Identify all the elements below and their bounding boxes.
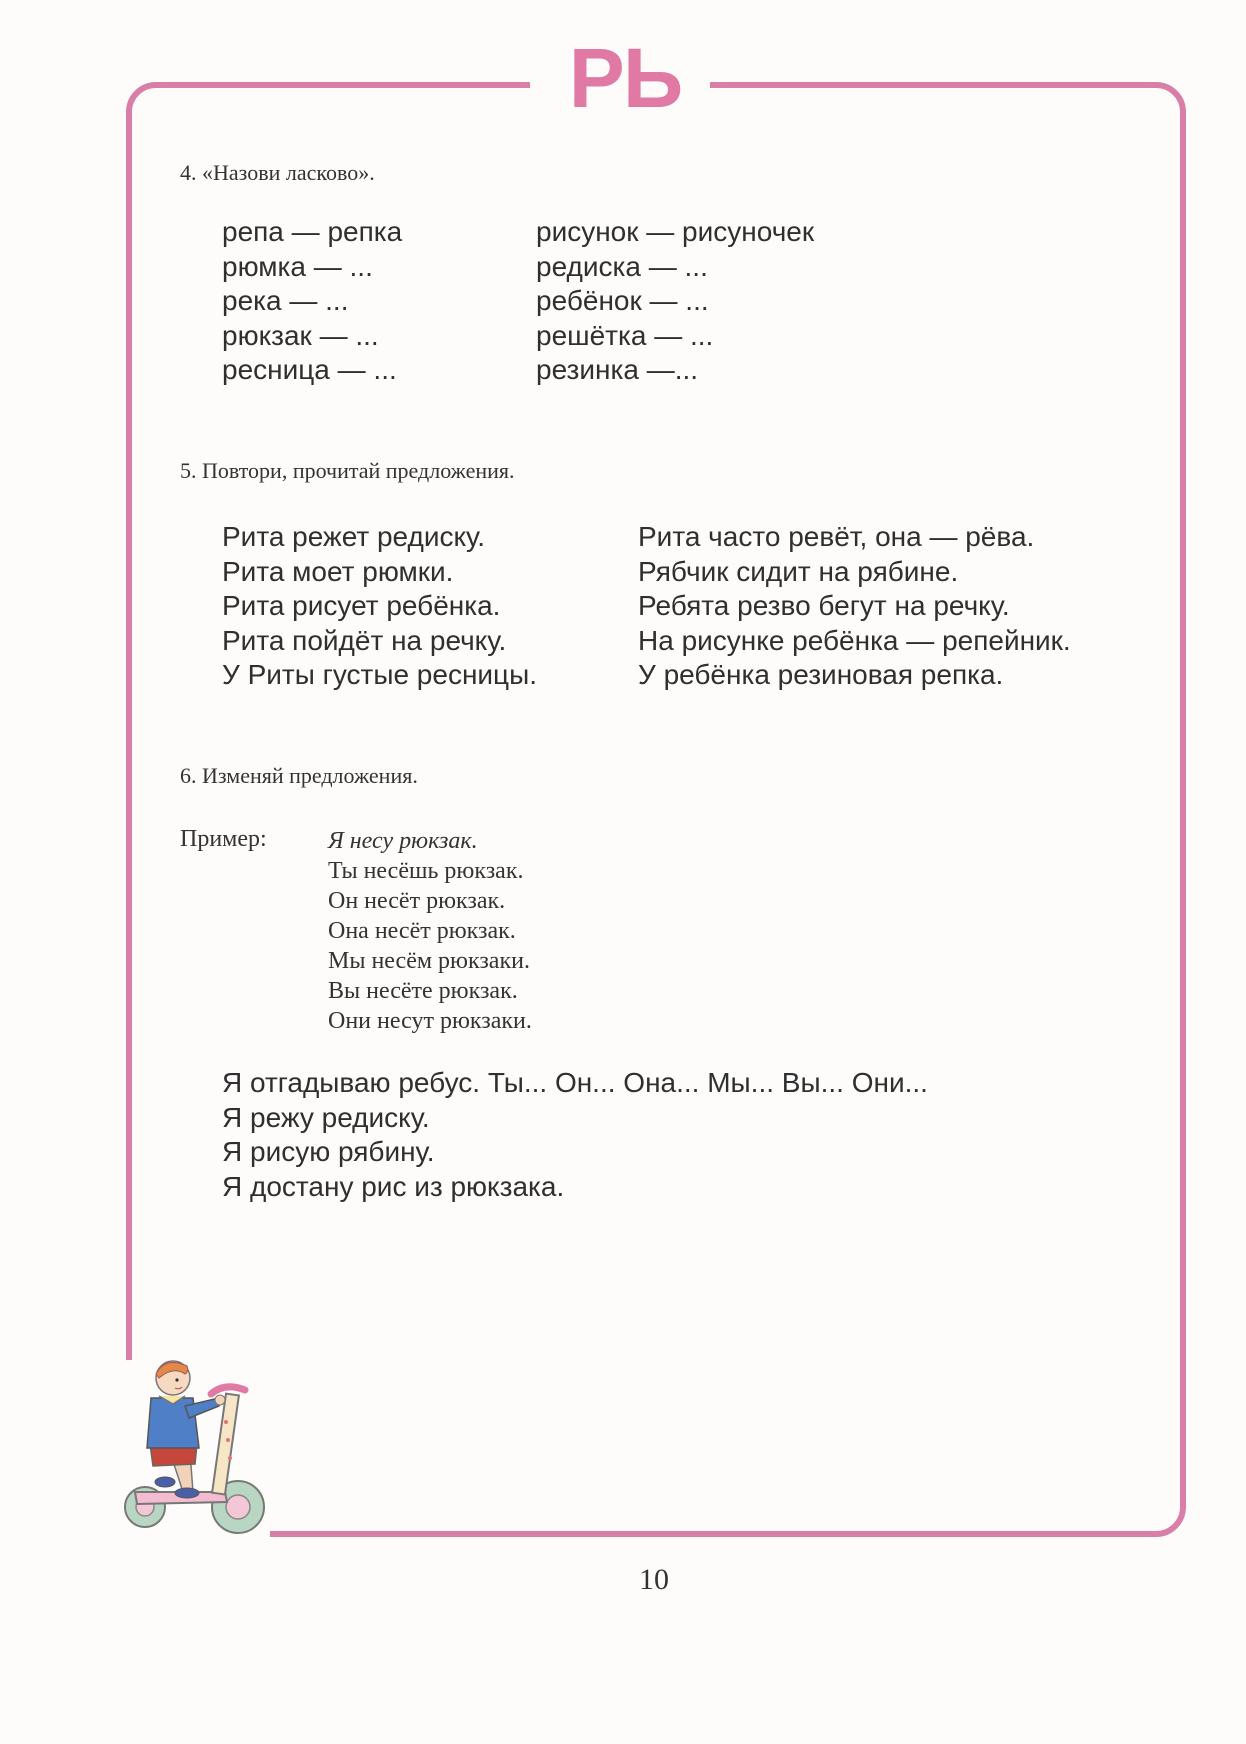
- list-item: рюкзак — ...: [222, 319, 379, 351]
- sentence: Рита часто ревёт, она — рёва.: [638, 521, 1035, 552]
- list-item: решётка — ...: [536, 319, 714, 351]
- list-item: резинка —...: [536, 354, 699, 385]
- example-line: Она несёт рюкзак.: [328, 918, 516, 944]
- list-item: рюмка — ...: [222, 250, 373, 282]
- sentence: Рябчик сидит на рябине.: [638, 555, 959, 587]
- boy-on-scooter-illustration: [115, 1352, 275, 1547]
- example-line: Мы несём рюкзаки.: [328, 948, 530, 974]
- page-number: 10: [639, 1563, 669, 1596]
- sentence: Ребята резво бегут на речку.: [638, 590, 1010, 621]
- sentence: У Риты густые ресницы.: [222, 659, 537, 690]
- sentence: Рита моет рюмки.: [222, 555, 454, 587]
- section5-left-column: [222, 520, 537, 693]
- sentence: Рита пойдёт на речку.: [222, 624, 507, 656]
- section6-tasks: [222, 1066, 928, 1204]
- list-item: редиска — ...: [536, 250, 708, 282]
- section5-right-column: [638, 520, 1071, 693]
- example-block: [328, 826, 532, 1036]
- section4-left-column: [222, 215, 402, 388]
- list-item: рисунок — рисуночек: [536, 216, 815, 247]
- example-line: Я несу рюкзак.: [328, 828, 478, 854]
- sentence: У ребёнка резиновая репка.: [638, 659, 1004, 690]
- example-label: Пример:: [180, 826, 267, 852]
- list-item: репа — репка: [222, 216, 403, 247]
- section6-heading: 6. Изменяй предложения.: [180, 763, 418, 788]
- task-sentence: Я рисую рябину.: [222, 1136, 435, 1167]
- example-line: Вы несёте рюкзак.: [328, 978, 518, 1004]
- section4-heading: 4. «Назови ласково».: [180, 160, 375, 185]
- sentence: Рита рисует ребёнка.: [222, 590, 501, 621]
- task-sentence: Я режу редиску.: [222, 1101, 430, 1133]
- section4-right-column: [536, 215, 814, 388]
- task-sentence: Я достану рис из рюкзака.: [222, 1170, 565, 1202]
- example-line: Ты несёшь рюкзак.: [328, 858, 524, 884]
- list-item: ресница — ...: [222, 354, 397, 385]
- list-item: река — ...: [222, 285, 349, 316]
- task-sentence: Я отгадываю ребус. Ты... Он... Она... Мы... Вы... Они...: [222, 1067, 928, 1098]
- list-item: ребёнок — ...: [536, 285, 709, 316]
- example-line: Он несёт рюкзак.: [328, 888, 506, 914]
- page-title: РЬ: [568, 31, 682, 125]
- sentence: На рисунке ребёнка — репейник.: [638, 624, 1071, 656]
- sentence: Рита режет редиску.: [222, 521, 486, 552]
- section5-heading: 5. Повтори, прочитай предложения.: [180, 458, 515, 483]
- example-line: Они несут рюкзаки.: [328, 1008, 532, 1034]
